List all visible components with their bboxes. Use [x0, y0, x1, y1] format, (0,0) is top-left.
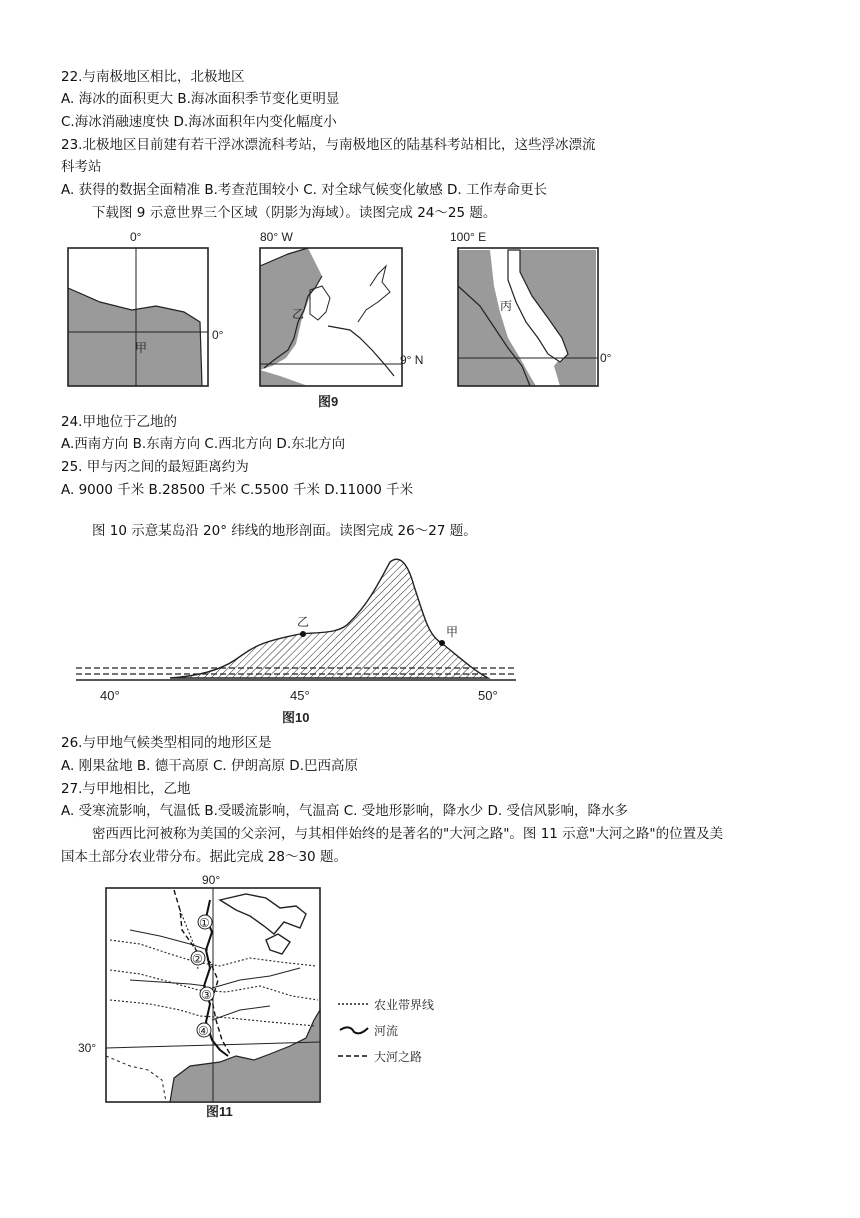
fig10-tick-50: 50° [478, 688, 498, 703]
q22-options-cd: C.海冰消融速度快 D.海冰面积年内变化幅度小 [61, 114, 337, 130]
fig9-map3-side-label: 0° [600, 351, 612, 365]
q26-options: A. 刚果盆地 B. 德干高原 C. 伊朗高原 D.巴西高原 [61, 758, 358, 774]
fig9-map3-top-label: 100° E [450, 230, 487, 244]
fig11-belt-4: ④ [198, 1024, 209, 1038]
fig9-map2-top-label: 80° W [260, 230, 293, 244]
q25-options: A. 9000 千米 B.28500 千米 C.5500 千米 D.11000 千米 [61, 482, 414, 498]
fig9-map2 [260, 230, 423, 386]
fig9-map2-sea [260, 248, 322, 386]
q24-options: A.西南方向 B.东南方向 C.西北方向 D.东北方向 [61, 436, 346, 452]
q23-stem-line2: 科考站 [61, 159, 102, 175]
fig9-intro: 下载图 9 示意世界三个区域（阴影为海域）。读图完成 24～25 题。 [92, 205, 497, 221]
fig10-point-yi-label: 乙 [297, 615, 310, 629]
fig11-top-label: 90° [202, 873, 221, 887]
fig9-map2-place: 乙 [292, 307, 305, 321]
figure-9 [60, 226, 620, 412]
fig10-point-jia-label: 甲 [446, 625, 459, 639]
fig11-belt-3: ③ [201, 988, 212, 1002]
q24-stem: 24.甲地位于乙地的 [61, 414, 177, 430]
fig11-legend [338, 997, 434, 1064]
fig9-map1-sea [68, 288, 202, 386]
fig9-map3 [450, 230, 612, 386]
q22-options-ab: A. 海冰的面积更大 B.海冰面积季节变化更明显 [61, 91, 340, 107]
q23-options: A. 获得的数据全面精准 B.考查范围较小 C. 对全球气候变化敏感 D. 工作寿命更长 [61, 182, 547, 198]
fig11-side-label: 30° [78, 1041, 97, 1055]
fig11-great-lakes [220, 894, 306, 954]
fig9-map3-place: 丙 [500, 299, 513, 313]
fig10-tick-40: 40° [100, 688, 120, 703]
q26-stem: 26.与甲地气候类型相同的地形区是 [61, 735, 272, 751]
fig11-intro-line1: 密西西比河被称为美国的父亲河，与其相伴始终的是著名的"大河之路"。图 11 示意"大河之路"的位置及美 [92, 826, 724, 842]
fig9-map2-side-label: 9° N [400, 353, 424, 367]
fig9-map1-side-label: 0° [212, 328, 224, 342]
q23-stem-line1: 23.北极地区目前建有若干浮冰漂流科考站，与南极地区的陆基科考站相比，这些浮冰漂流 [61, 137, 596, 153]
fig9-caption: 图9 [318, 394, 339, 409]
q27-stem: 27.与甲地相比，乙地 [61, 781, 191, 797]
fig9-map1 [68, 230, 224, 386]
q25-stem: 25. 甲与丙之间的最短距离约为 [61, 459, 249, 475]
fig11-legend-river: 河流 [374, 1024, 399, 1038]
fig11-belt-1: ① [199, 916, 210, 930]
fig11-intro-line2: 国本土部分农业带分布。据此完成 28～30 题。 [61, 849, 347, 865]
fig11-caption: 图11 [206, 1104, 233, 1119]
q27-options: A. 受寒流影响，气温低 B.受暖流影响，气温高 C. 受地形影响，降水少 D. 受信风影响，降水多 [61, 803, 628, 819]
fig9-map1-top-label: 0° [130, 230, 142, 244]
fig10-profile [170, 559, 488, 678]
fig9-map1-place: 甲 [135, 341, 148, 355]
fig11-legend-road: 大河之路 [374, 1050, 423, 1064]
figure-11 [70, 870, 450, 1120]
fig10-point-yi [300, 631, 306, 637]
fig10-intro: 图 10 示意某岛沿 20° 纬线的地形剖面。读图完成 26～27 题。 [92, 523, 477, 539]
fig11-belt-2: ② [192, 952, 203, 966]
fig10-caption: 图10 [282, 710, 310, 725]
fig11-gulf [170, 1010, 320, 1102]
fig10-tick-45: 45° [290, 688, 310, 703]
fig11-legend-boundary: 农业带界线 [374, 998, 435, 1012]
figure-10 [70, 550, 520, 730]
q22-stem: 22.与南极地区相比，北极地区 [61, 69, 245, 85]
fig10-point-jia [439, 640, 445, 646]
